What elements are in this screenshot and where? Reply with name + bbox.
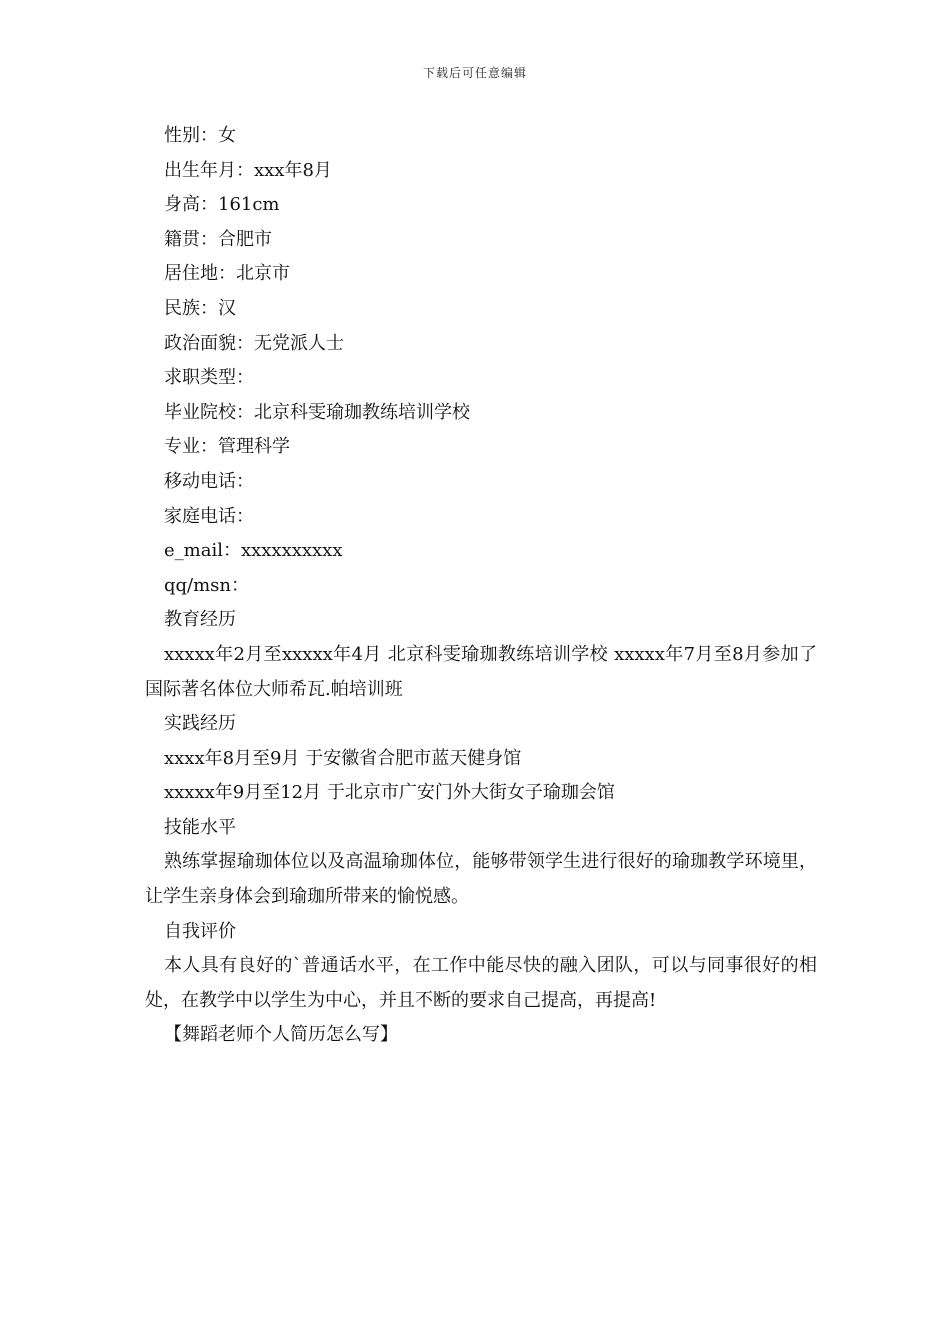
field-birth: 出生年月：xxx年8月 [164, 159, 332, 181]
field-home-phone: 家庭电话： [164, 505, 254, 527]
section-heading-practice: 实践经历 [164, 713, 236, 735]
field-gender: 性别：女 [164, 125, 236, 146]
field-native-place: 籍贯：合肥市 [164, 228, 272, 250]
field-mobile: 移动电话： [164, 470, 254, 492]
resume-body [145, 119, 817, 1053]
field-job-type: 求职类型： [164, 367, 254, 389]
section-heading-education: 教育经历 [164, 609, 236, 631]
field-ethnicity: 民族：汉 [164, 297, 236, 319]
field-political-status: 政治面貌：无党派人士 [164, 332, 344, 354]
section-heading-self-evaluation: 自我评价 [164, 920, 236, 942]
field-residence: 居住地：北京市 [164, 263, 290, 285]
field-major: 专业：管理科学 [164, 436, 290, 458]
self-evaluation-text: 本人具有良好的`普通话水平，在工作中能尽快的融入团队，可以与同事很好的相处，在教学中以学生为中心，并且不断的要求自己提高，再提高! [145, 955, 817, 1011]
field-qq-msn: qq/msn： [164, 574, 250, 596]
practice-item: xxxxx年9月至12月 于北京市广安门外大街女子瑜珈会馆 [164, 782, 615, 804]
field-school: 毕业院校：北京科雯瑜珈教练培训学校 [164, 401, 470, 423]
skills-text: 熟练掌握瑜珈体位以及高温瑜珈体位，能够带领学生进行很好的瑜珈教学环境里，让学生亲身体会到瑜珈所带来的愉悦感。 [145, 851, 817, 908]
section-heading-skills: 技能水平 [164, 816, 236, 838]
related-article-title: 【舞蹈老师个人简历怎么写】 [164, 1024, 398, 1046]
page-header-note: 下载后可任意编辑 [422, 66, 527, 80]
field-email: e_mail：xxxxxxxxxx [164, 540, 343, 562]
field-height: 身高：161cm [164, 194, 280, 216]
education-text: xxxxx年2月至xxxxx年4月 北京科雯瑜珈教练培训学校 xxxxx年7月至8月参加了国际著名体位大师希瓦.帕培训班 [145, 643, 817, 700]
practice-item: xxxx年8月至9月 于安徽省合肥市蓝天健身馆 [164, 747, 522, 769]
